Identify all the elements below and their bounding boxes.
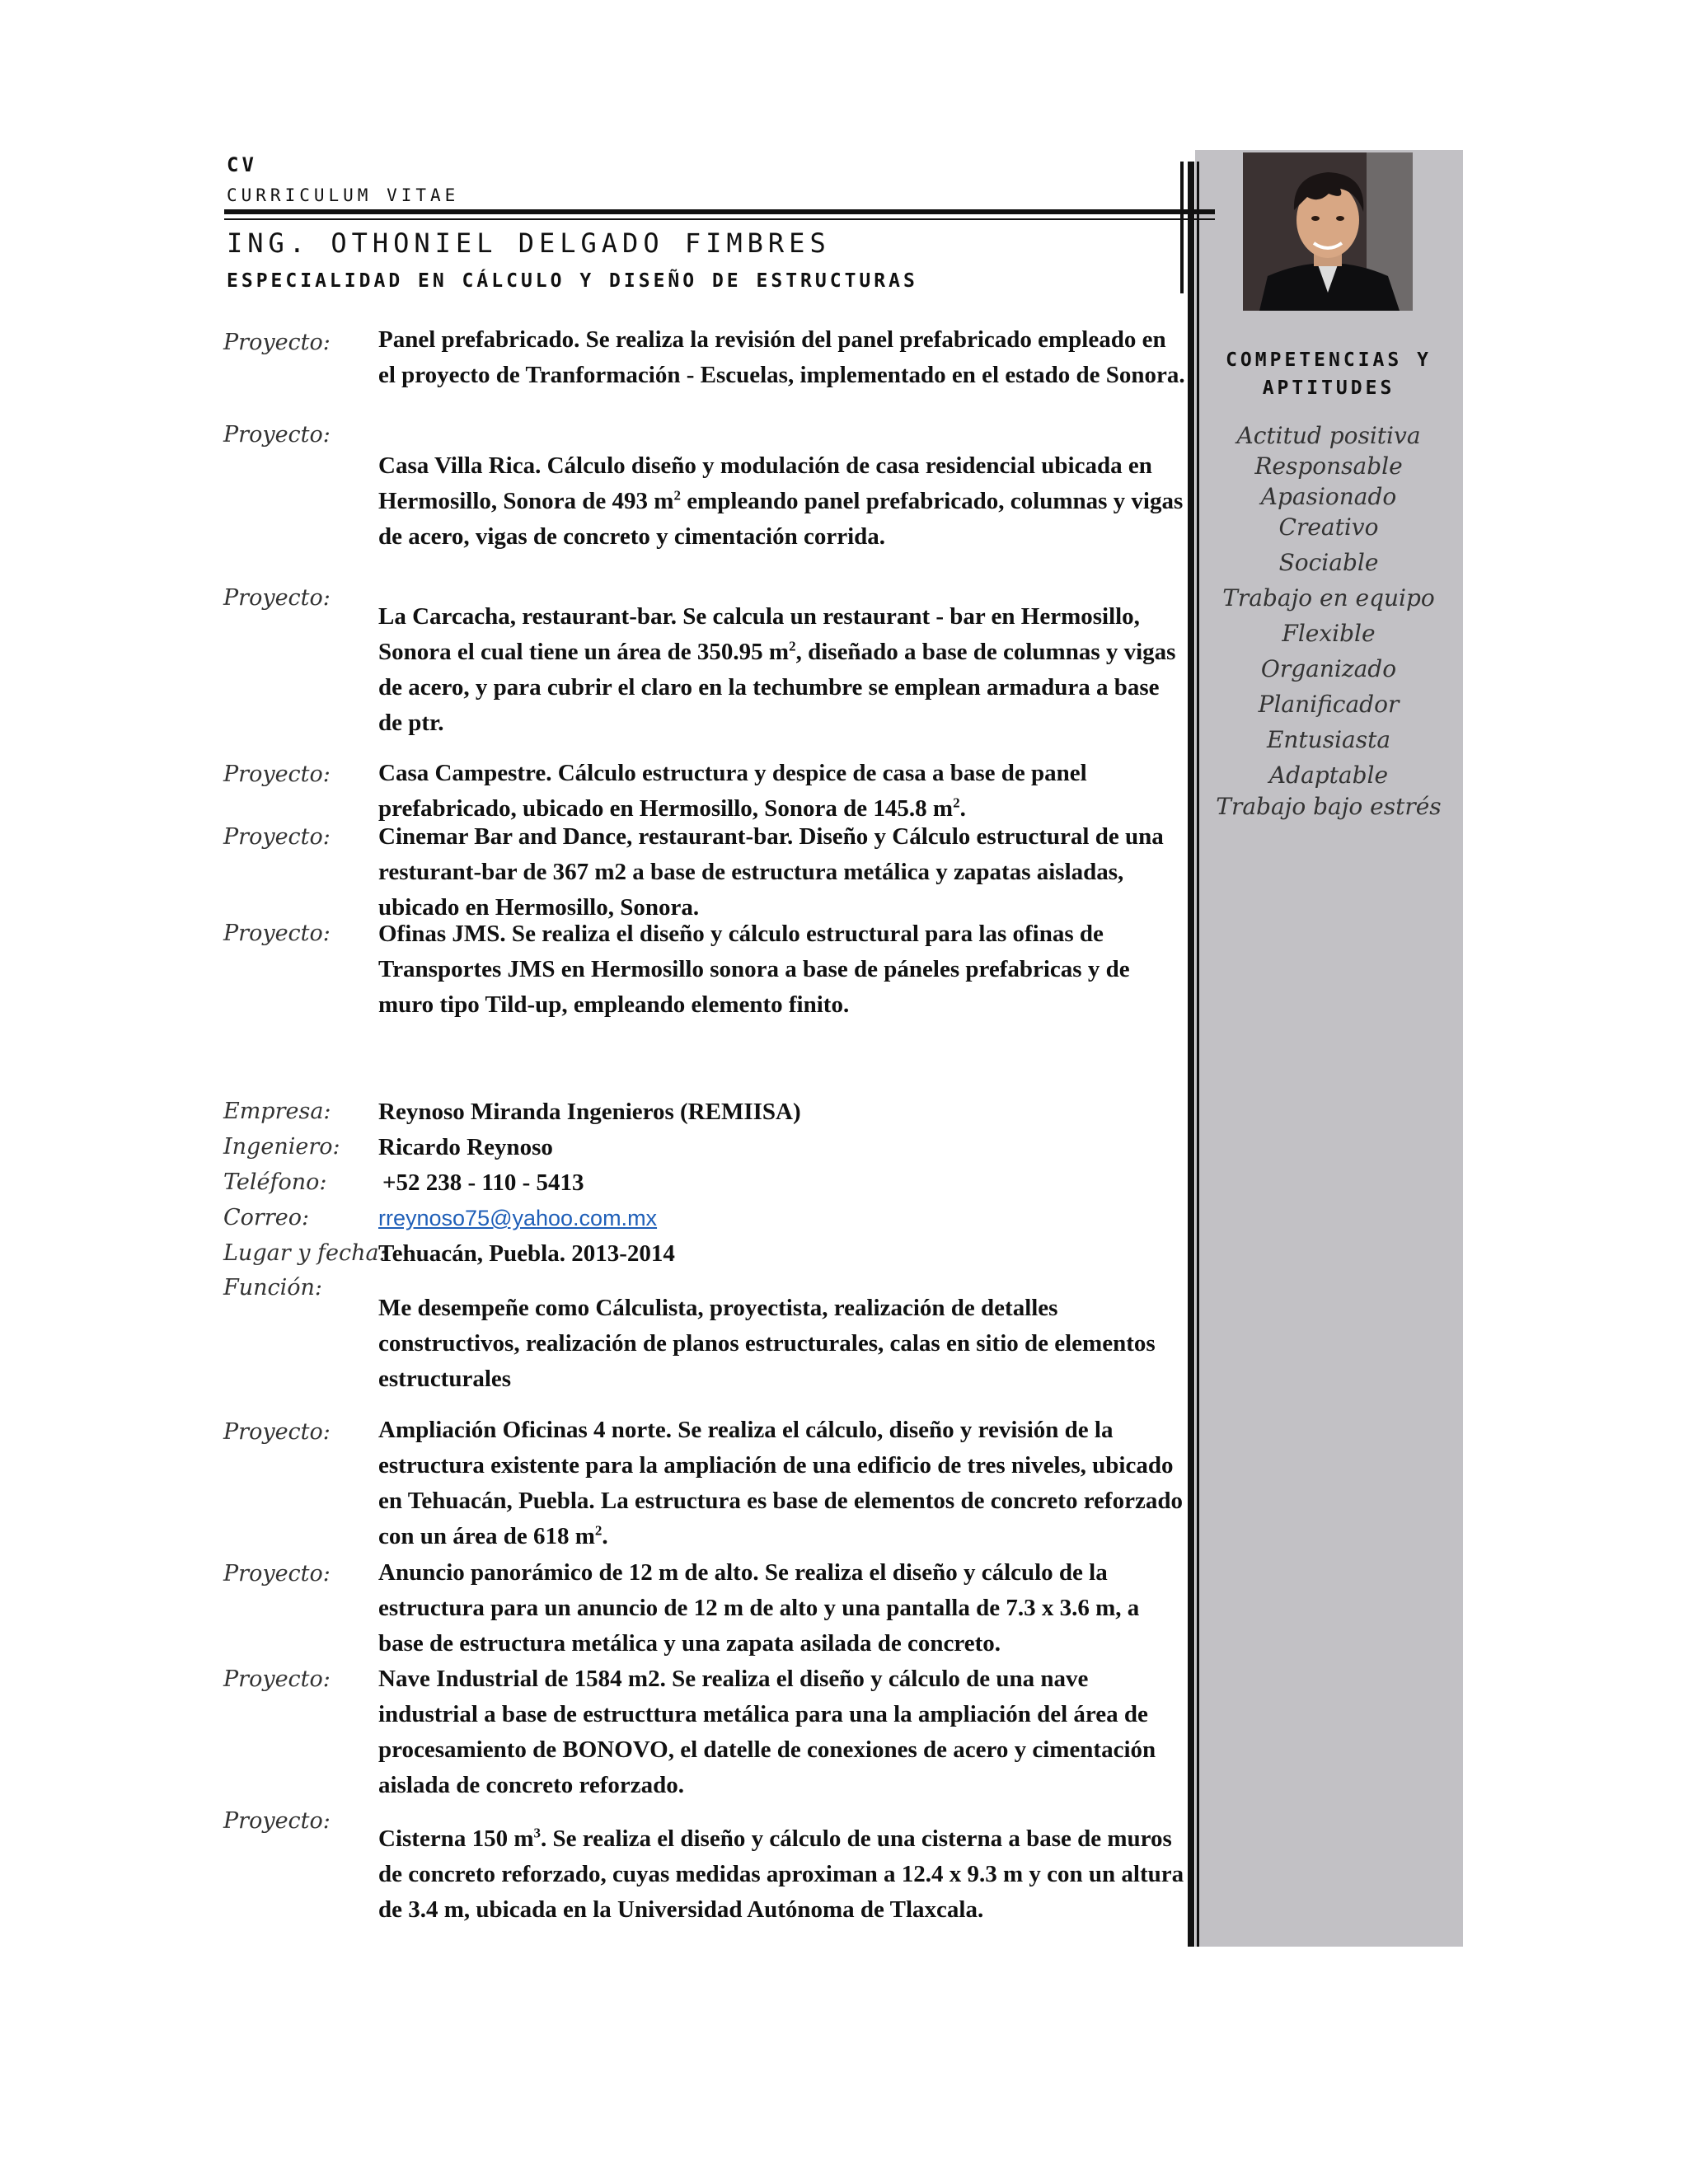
project-label: Proyecto: xyxy=(223,1561,331,1586)
competencies-title: COMPETENCIAS Y APTITUDES xyxy=(1226,349,1432,399)
header-vertical-rule xyxy=(1180,162,1184,293)
header-rule-thick xyxy=(224,209,1215,214)
email-link[interactable]: rreynoso75@yahoo.com.mx xyxy=(378,1206,658,1230)
skill-item: Responsable xyxy=(1254,452,1403,480)
location-date: Tehuacán, Puebla. 2013-2014 xyxy=(378,1240,675,1267)
project-label: Proyecto: xyxy=(223,921,331,946)
skill-item: Trabajo en equipo xyxy=(1222,584,1435,612)
project-label: Proyecto: xyxy=(223,330,331,355)
project-description: Cisterna 150 $m^3$. Se realiza el diseño y cálculo de una cisterna a base de muros de concreto reforzado, cuyas medidas aproximan a 12.4 x 9.3 m y con un altura de 3.4 m, ubicada en la Universidad Autónoma de Tlaxcala. xyxy=(378,1825,1184,1923)
page-vertical-rule-thick xyxy=(1188,162,1194,1947)
engineer-name: Ricardo Reynoso xyxy=(378,1134,553,1160)
project-label: Proyecto: xyxy=(223,824,331,850)
skill-item: Trabajo bajo estrés xyxy=(1216,793,1442,820)
candidate-specialty: ESPECIALIDAD EN CÁLCULO Y DISEÑO DE ESTRUCTURAS xyxy=(227,270,918,292)
project-label: Proyecto: xyxy=(223,585,331,611)
skill-item: Apasionado xyxy=(1260,483,1397,510)
project-description: Panel prefabricado. Se realiza la revisión del panel prefabricado empleado en el proyecto de Tranformación - Escuelas, implementado en el estado de Sonora. xyxy=(378,326,1185,388)
project-description: Casa Villa Rica. Cálculo diseño y modulación de casa residencial ubicada en Hermosillo, Sonora de 493 $m^2$ empleando panel prefabricado, columnas y vigas de acero, vigas de concreto y cimentación corrida. xyxy=(378,452,1184,550)
project-description: Ampliación Oficinas 4 norte. Se realiza el cálculo, diseño y revisión de la estructura existente para la ampliación de una edificio de tres niveles, ubicado en Tehuacán, Puebla. La estructura es base de elementos de concreto reforzado con un área de 618 $m^2$. xyxy=(378,1417,1183,1549)
header-rule-thin xyxy=(224,218,1215,220)
skill-item: Creativo xyxy=(1278,513,1379,541)
skill-item: Adaptable xyxy=(1268,762,1389,789)
phone-label: Teléfono: xyxy=(223,1169,327,1195)
project-label: Proyecto: xyxy=(223,422,331,448)
email-label: Correo: xyxy=(223,1205,310,1230)
project-description: Anuncio panorámico de 12 m de alto. Se realiza el diseño y cálculo de la estructura para un anuncio de 12 m de alto y una pantalla de 7.3 x 3.6 m, a base de estructura metálica y una zapata asilada de concreto. xyxy=(378,1559,1140,1657)
cv-full-label: CURRICULUM VITAE xyxy=(227,185,460,205)
project-label: Proyecto: xyxy=(223,762,331,787)
candidate-name: ING. OTHONIEL DELGADO FIMBRES xyxy=(227,227,831,259)
project-label: Proyecto: xyxy=(223,1808,331,1834)
company-name: Reynoso Miranda Ingenieros (REMIISA) xyxy=(378,1099,801,1125)
phone-number: +52 238 - 110 - 5413 xyxy=(382,1169,584,1196)
sidebar-panel xyxy=(1195,150,1463,1947)
cv-label: CV xyxy=(227,153,257,176)
skill-item: Flexible xyxy=(1282,620,1376,647)
project-description: Nave Industrial de 1584 m2. Se realiza el diseño y cálculo de una nave industrial a base de estructtura metálica para una la ampliación del área de procesamiento de BONOVO, el datelle de conexiones de acero y cimentación aislada de concreto reforzado. xyxy=(378,1666,1156,1798)
function-label: Función: xyxy=(223,1275,323,1301)
skill-item: Planificador xyxy=(1258,691,1400,718)
project-description: Cinemar Bar and Dance, restaurant-bar. Diseño y Cálculo estructural de una resturant-bar de 367 m2 a base de estructura metálica y zapatas aisladas, ubicado en Hermosillo, Sonora. xyxy=(378,823,1164,921)
skill-item: Actitud positiva xyxy=(1236,422,1421,449)
function-description: Me desempeñe como Cálculista, proyectista, realización de detalles constructivos, realización de planos estructurales, calas en sitio de elementos estructurales xyxy=(378,1295,1156,1392)
project-description: Ofinas JMS. Se realiza el diseño y cálculo estructural para las ofinas de Transportes JMS en Hermosillo sonora a base de páneles prefabricas y de muro tipo Tild-up, empleando elemento finito. xyxy=(378,921,1130,1018)
skill-item: Organizado xyxy=(1260,655,1397,682)
project-label: Proyecto: xyxy=(223,1419,331,1445)
project-description: Casa Campestre. Cálculo estructura y despice de casa a base de panel prefabricado, ubicado en Hermosillo, Sonora de 145.8 $m^2$. xyxy=(378,760,1087,822)
project-label: Proyecto: xyxy=(223,1666,331,1692)
skill-item: Sociable xyxy=(1278,549,1379,576)
skill-item: Entusiasta xyxy=(1266,726,1391,753)
email-row xyxy=(378,1201,1186,1236)
company-label: Empresa: xyxy=(223,1099,331,1124)
location-label: Lugar y fecha: xyxy=(223,1240,387,1266)
project-description: La Carcacha, restaurant-bar. Se calcula un restaurant - bar en Hermosillo, Sonora el cual tiene un área de 350.95 $m^2$, diseñado a base de columnas y vigas de acero, y para cubrir el claro en la techumbre se emplean armadura a base de ptr. xyxy=(378,603,1176,736)
profile-photo xyxy=(1243,152,1413,311)
engineer-label: Ingeniero: xyxy=(223,1134,340,1160)
